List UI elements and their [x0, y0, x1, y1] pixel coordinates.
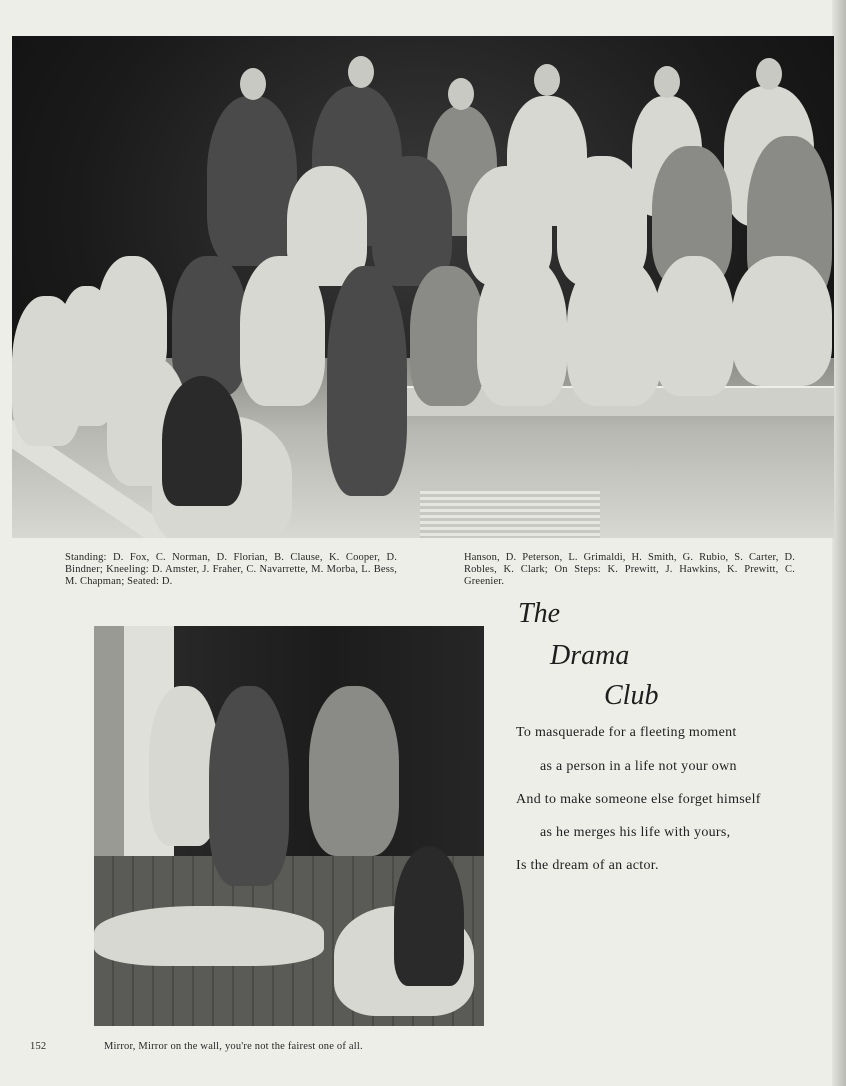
- figure-head: [348, 56, 374, 88]
- figure-head: [534, 64, 560, 96]
- figure: [94, 906, 324, 966]
- names-caption-left: Standing: D. Fox, C. Norman, D. Florian, B. Clause, K. Cooper, D. Bindner; Kneeling: D. Amster, J. Fraher, C. Navarrette, M. Morba, L. Bess, M. Chapman; Seated: D.: [65, 552, 397, 587]
- heading-the: The: [518, 598, 560, 629]
- figure: [654, 256, 734, 396]
- heading-drama: Drama: [550, 640, 630, 671]
- mirror-scene-photo: [94, 626, 484, 1026]
- poem-line-1: To masquerade for a fleeting moment: [516, 725, 737, 740]
- photo-caption: Mirror, Mirror on the wall, you're not the fairest one of all.: [104, 1041, 363, 1052]
- names-caption-right: Hanson, D. Peterson, L. Grimaldi, H. Smith, G. Rubio, S. Carter, D. Robles, K. Clark; On Steps: K. Prewitt, J. Hawkins, K. Prewitt, C. Greenier.: [464, 552, 795, 587]
- figure-hair: [394, 846, 464, 986]
- figure: [207, 96, 297, 266]
- figure-head: [240, 68, 266, 100]
- figure: [732, 256, 832, 386]
- figure: [567, 256, 662, 406]
- figure-head: [756, 58, 782, 90]
- figure: [240, 256, 325, 406]
- page-number: 152: [30, 1041, 47, 1052]
- figure-head: [654, 66, 680, 98]
- heading-club: Club: [604, 680, 659, 711]
- group-photo: [12, 36, 834, 538]
- figure: [209, 686, 289, 886]
- figure: [477, 256, 567, 406]
- poem-line-2: as a person in a life not your own: [540, 759, 737, 774]
- poem-line-4: as he merges his life with yours,: [540, 825, 731, 840]
- figure: [309, 686, 399, 856]
- page-edge: [832, 0, 846, 1086]
- figure-head: [448, 78, 474, 110]
- poem-line-5: Is the dream of an actor.: [516, 858, 659, 873]
- figure: [327, 266, 407, 496]
- figure: [172, 256, 247, 396]
- figure-hair: [162, 376, 242, 506]
- poem-line-3: And to make someone else forget himself: [516, 792, 761, 807]
- stage-vent: [420, 488, 600, 538]
- figure: [410, 266, 485, 406]
